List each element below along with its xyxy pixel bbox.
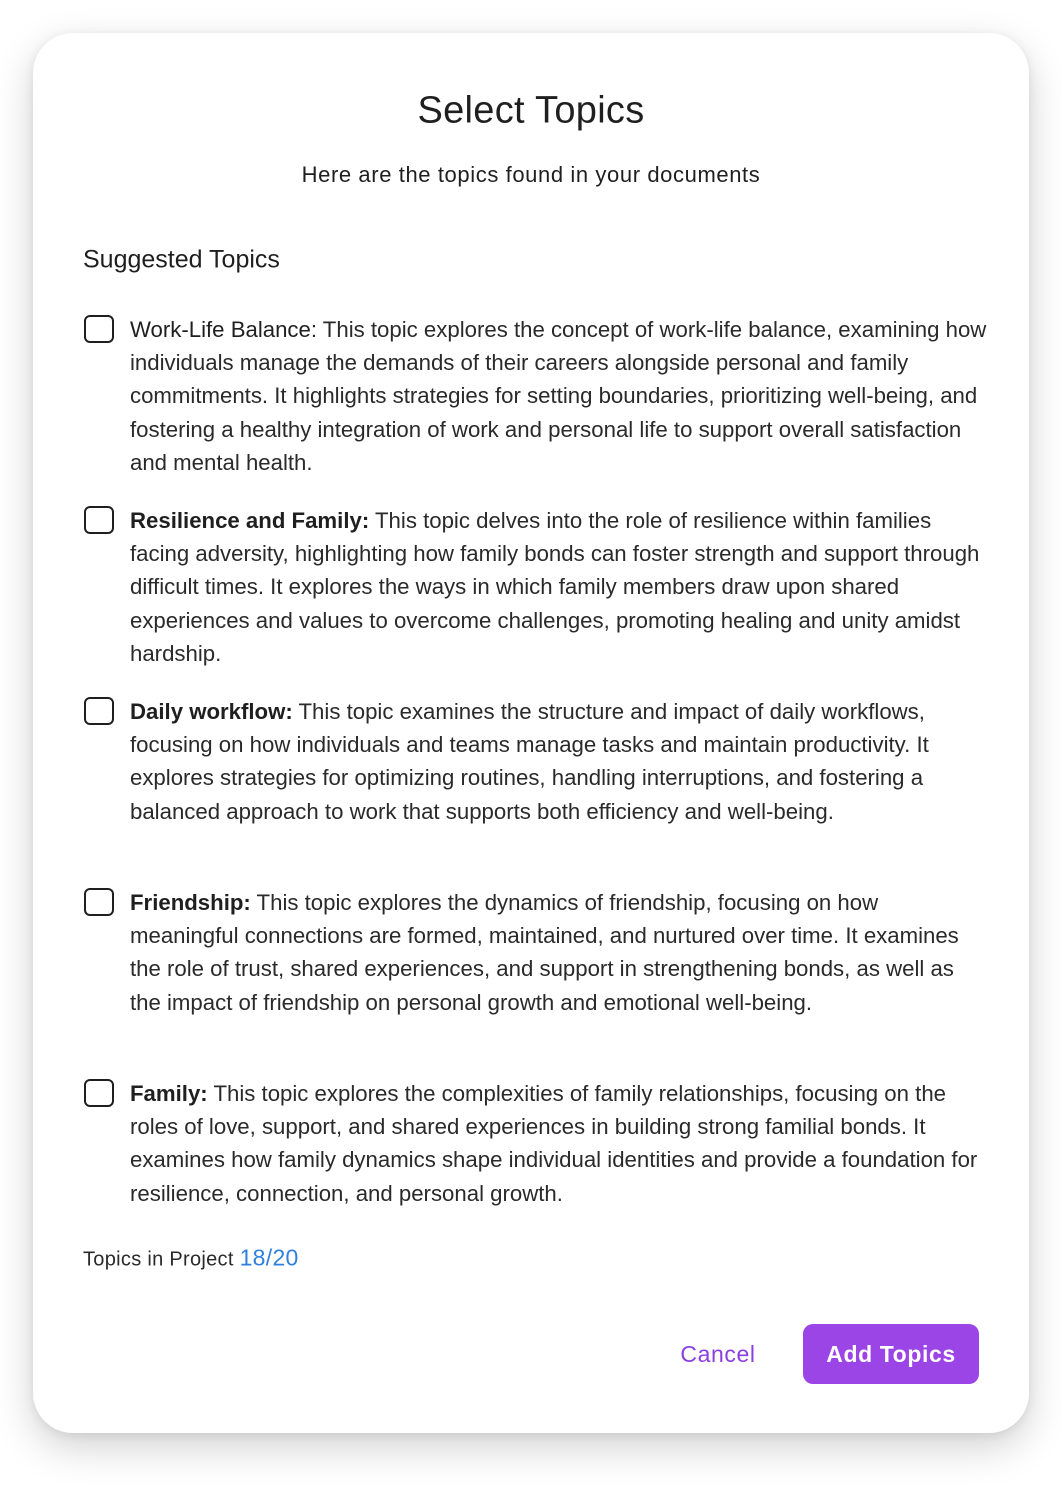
topic-checkbox[interactable] (84, 888, 114, 916)
topic-description: This topic delves into the role of resilience within families facing adversity, highlighting how family bonds can foster strength and support through difficult times. It explores the ways in which family members draw upon shared experiences and values to overcome challenges, promoting healing and unity amidst hardship. (130, 508, 980, 666)
topic-checkbox[interactable] (84, 1079, 114, 1107)
topic-text (130, 886, 990, 1019)
select-topics-dialog (33, 33, 1029, 1433)
topic-item (83, 696, 983, 887)
topic-item (83, 505, 983, 696)
topic-description: This topic examines the structure and impact of daily workflows, focusing on how individuals and teams manage tasks and maintain productivity. It explores strategies for optimizing routines, handling interruptions, and fostering a balanced approach to work that supports both efficiency and well-being. (130, 699, 929, 824)
topic-title: Daily workflow: (130, 699, 293, 724)
cancel-button[interactable]: Cancel (659, 1324, 777, 1384)
add-topics-button[interactable]: Add Topics (803, 1324, 979, 1384)
dialog-subtitle: Here are the topics found in your documents (301, 162, 761, 187)
suggested-topics-heading: Suggested Topics (83, 245, 280, 274)
topics-count-label: Topics in Project (83, 1248, 234, 1271)
topic-item (83, 1078, 983, 1269)
topic-title: Family: (130, 1081, 208, 1106)
topic-title-suffix: : (310, 317, 318, 342)
topic-title: Work-Life Balance (130, 317, 311, 342)
topics-count-value: 18/20 (239, 1244, 299, 1271)
topic-text (130, 504, 990, 670)
topic-text (130, 313, 990, 479)
topic-title: Resilience and Family: (130, 508, 370, 533)
topic-checkbox[interactable] (84, 697, 114, 725)
topic-description: This topic explores the concept of work-life balance, examining how individuals manage the demands of their careers alongside personal and family commitments. It highlights strategies for setting boundaries, prioritizing well-being, and fostering a healthy integration of work and personal life to support overall satisfaction and mental health. (130, 317, 987, 475)
topic-list (83, 314, 987, 1269)
topic-checkbox[interactable] (84, 315, 114, 343)
topic-text (130, 1077, 990, 1210)
topic-description: This topic explores the dynamics of friendship, focusing on how meaningful connections are formed, maintained, and nurtured over time. It examines the role of trust, shared experiences, and support in strengthening bonds, as well as the impact of friendship on personal growth and emotional well-being. (130, 890, 959, 1015)
dialog-title: Select Topics (417, 89, 645, 132)
topics-count (83, 1245, 299, 1272)
topic-item (83, 314, 987, 505)
topic-checkbox[interactable] (84, 506, 114, 534)
topic-item (83, 887, 983, 1078)
topic-description: This topic explores the complexities of family relationships, focusing on the roles of love, support, and shared experiences in building strong familial bonds. It examines how family dynamics shape individual identities and provide a foundation for resilience, connection, and personal growth. (130, 1081, 978, 1206)
topic-title: Friendship: (130, 890, 251, 915)
topic-text (130, 695, 990, 828)
